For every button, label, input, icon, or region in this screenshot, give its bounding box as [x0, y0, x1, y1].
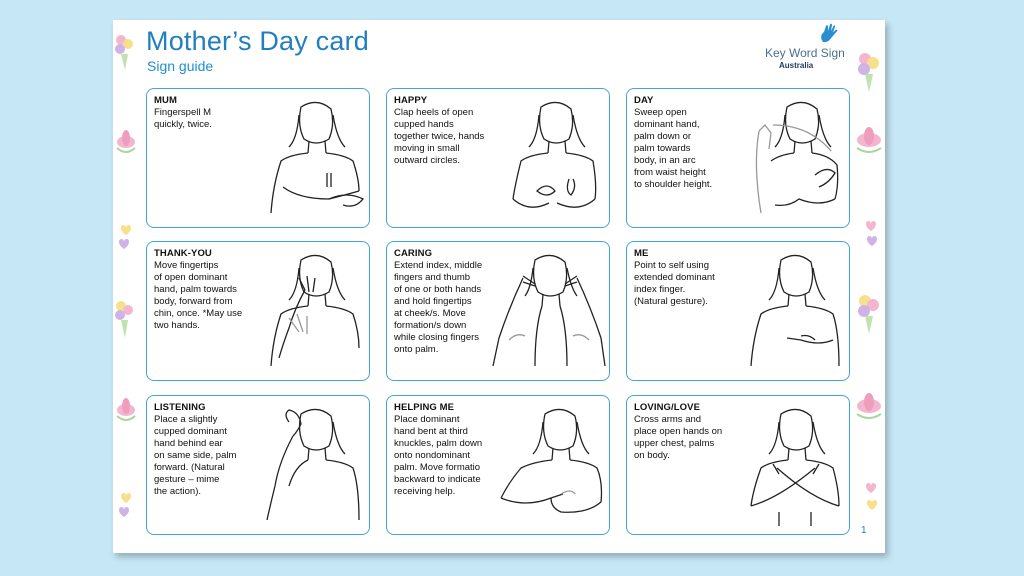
card-title: DAY — [634, 95, 654, 106]
card-description: Extend index, middle fingers and thumb of one or both hands and hold fingertips at cheek/s. Move formation/s down while closing fingers onto palm. — [394, 260, 483, 355]
page-title: Mother’s Day card — [146, 26, 369, 56]
hearts-icon — [859, 216, 885, 252]
lotus-flower-icon — [855, 392, 883, 424]
card-title: CARING — [394, 248, 433, 259]
card-description: Point to self using extended dominant index finger. (Natural gesture). — [634, 260, 715, 307]
card-title: HAPPY — [394, 95, 428, 106]
bouquet-icon — [855, 292, 883, 336]
sign-card-happy — [386, 88, 610, 228]
bouquet-icon — [855, 50, 883, 94]
card-description: Clap heels of open cupped hands together twice, hands moving in small outward circles. — [394, 107, 485, 166]
hearts-icon — [115, 488, 139, 524]
sign-card-mum — [146, 88, 370, 228]
sign-card-me — [626, 241, 850, 381]
lotus-flower-icon — [115, 396, 137, 428]
card-description: Fingerspell M quickly, twice. — [154, 107, 212, 130]
bouquet-icon — [113, 32, 135, 72]
hearts-icon — [859, 478, 885, 518]
person-signing-caring-illustration — [479, 248, 609, 380]
person-signing-me-illustration — [739, 248, 849, 380]
person-signing-mum-illustration — [259, 95, 369, 227]
card-description: Sweep open dominant hand, palm down or palm towards body, in an arc from waist height to shoulder height. — [634, 107, 713, 190]
sign-card-caring — [386, 241, 610, 381]
card-title: LOVING/LOVE — [634, 402, 701, 413]
bouquet-icon — [113, 298, 135, 340]
page-subtitle: Sign guide — [147, 58, 214, 74]
sign-guide-page — [113, 20, 885, 553]
hearts-icon — [115, 220, 139, 254]
card-title: MUM — [154, 95, 177, 106]
card-title: ME — [634, 248, 649, 259]
card-description: Move fingertips of open dominant hand, palm towards body, forward from chin, once. *May use two hands. — [154, 260, 243, 331]
card-title: THANK-YOU — [154, 248, 212, 259]
card-title: HELPING ME — [394, 402, 455, 413]
page-number: 1 — [861, 525, 867, 536]
person-signing-loving-love-illustration — [739, 402, 849, 534]
card-description: Place dominant hand bent at third knuckles, palm down onto nondominant palm. Move formatio backward to indicate receiving help. — [394, 414, 483, 497]
logo-name: Key Word Sign — [765, 46, 845, 60]
person-signing-listening-illustration — [259, 402, 369, 534]
sign-card-loving-love — [626, 395, 850, 535]
card-description: Place a slightly cupped dominant hand behind ear on same side, palm forward. (Natural gesture – mime the action). — [154, 414, 237, 497]
logo-region: Australia — [779, 61, 814, 70]
sign-card-day — [626, 88, 850, 228]
hand-logo-icon — [817, 22, 841, 46]
sign-card-listening — [146, 395, 370, 535]
person-signing-day-illustration — [739, 95, 849, 227]
sign-card-helping-me — [386, 395, 610, 535]
sign-card-thank-you — [146, 241, 370, 381]
lotus-flower-icon — [855, 126, 883, 158]
person-signing-thank-you-illustration — [259, 248, 369, 380]
card-description: Cross arms and place open hands on upper chest, palms on body. — [634, 414, 723, 461]
person-signing-helping-me-illustration — [491, 402, 609, 534]
person-signing-happy-illustration — [499, 95, 609, 227]
card-title: LISTENING — [154, 402, 206, 413]
lotus-flower-icon — [115, 128, 137, 160]
key-word-sign-logo — [765, 22, 861, 74]
